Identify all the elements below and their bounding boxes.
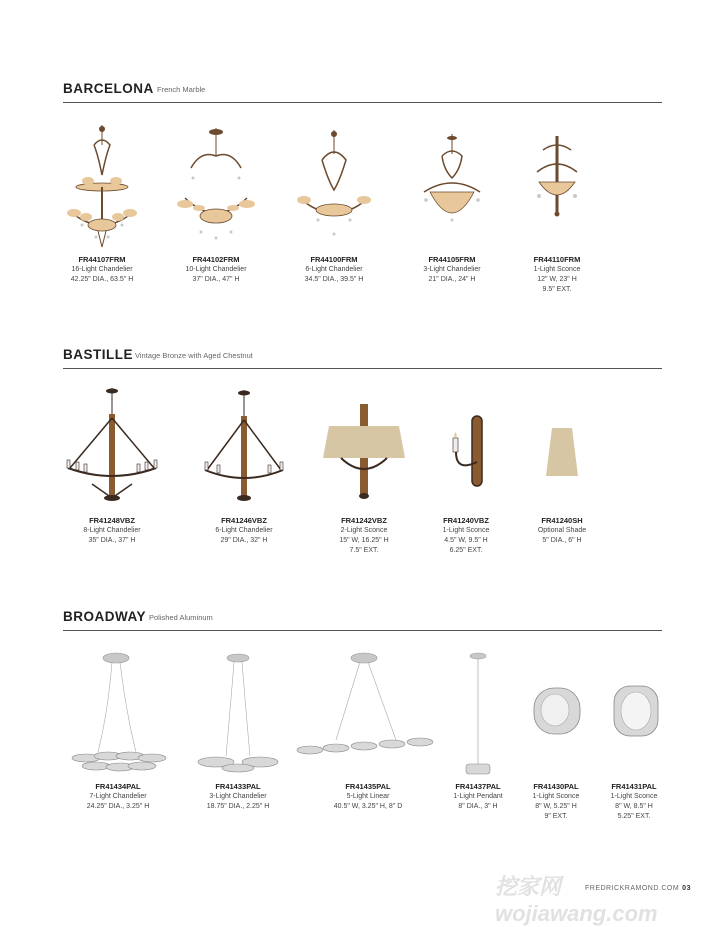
product-extension: 7.5" EXT. xyxy=(349,547,379,554)
chandelier-3-light-icon xyxy=(188,652,288,782)
product-dims: 5" DIA., 6" H xyxy=(542,537,582,544)
sconce-1-light-icon xyxy=(436,412,496,516)
product-code: FR41434PAL xyxy=(95,782,141,791)
chandelier-6-light-icon xyxy=(294,130,374,255)
section-header xyxy=(63,610,662,631)
product-code: FR41431PAL xyxy=(611,782,657,791)
product-type: 2-Light Sconce xyxy=(340,527,388,534)
product-dims: 24.25" DIA., 3.25" H xyxy=(86,803,150,810)
product-dims: 8" W, 8.5" H xyxy=(615,803,653,810)
product-code: FR44110FRM xyxy=(533,255,581,264)
product-fr41240vbz[interactable] xyxy=(416,412,516,556)
collection-name: BARCELONA xyxy=(63,81,154,96)
product-dims: 37" DIA., 47" H xyxy=(192,276,240,283)
product-type: 6-Light Chandelier xyxy=(305,266,363,273)
product-type: 1-Light Pendant xyxy=(453,793,503,800)
product-type: 1-Light Sconce xyxy=(532,793,580,800)
product-fr44107frm[interactable] xyxy=(52,125,152,285)
chandelier-7-light-icon xyxy=(68,652,168,782)
product-extension: 9.5" EXT. xyxy=(542,286,572,293)
product-code: FR41430PAL xyxy=(533,782,579,791)
product-dims: 42.25" DIA., 63.5" H xyxy=(70,276,134,283)
product-code: FR44102FRM xyxy=(192,255,240,264)
product-fr41434pal[interactable] xyxy=(68,652,168,812)
watermark: 挖家网 wojiawang.com xyxy=(495,874,658,926)
product-type: 3-Light Chandelier xyxy=(209,793,267,800)
collection-name: BROADWAY xyxy=(63,609,147,624)
collection-finish: French Marble xyxy=(157,85,206,94)
chandelier-6-light-icon xyxy=(199,390,289,516)
product-type: 16-Light Chandelier xyxy=(71,266,133,273)
lamp-shade-icon xyxy=(532,424,592,516)
product-dims: 18.75" DIA., 2.25" H xyxy=(206,803,270,810)
collection-name: BASTILLE xyxy=(63,347,133,362)
product-type: 1-Light Sconce xyxy=(442,527,490,534)
product-type: 1-Light Sconce xyxy=(533,266,581,273)
product-type: 8-Light Chandelier xyxy=(83,527,141,534)
product-dims: 15" W, 16.25" H xyxy=(339,537,389,544)
sconce-2-light-icon xyxy=(319,404,409,516)
product-extension: 5.25" EXT. xyxy=(617,813,651,820)
product-type: 3-Light Chandelier xyxy=(423,266,481,273)
product-extension: 6.25" EXT. xyxy=(449,547,483,554)
product-dims: 34.5" DIA., 39.5" H xyxy=(304,276,364,283)
chandelier-16-light-icon xyxy=(62,125,142,255)
product-fr44102frm[interactable] xyxy=(166,128,266,285)
product-dims: 12" W, 23" H xyxy=(537,276,577,283)
collection-finish: Polished Aluminum xyxy=(149,613,213,622)
product-fr44105frm[interactable] xyxy=(402,134,502,285)
product-dims: 35" DIA., 37" H xyxy=(88,537,136,544)
product-code: FR41242VBZ xyxy=(341,516,387,525)
product-code: FR41240VBZ xyxy=(443,516,489,525)
page-footer xyxy=(585,885,691,892)
product-fr41248vbz[interactable] xyxy=(62,388,162,546)
product-type: 7-Light Chandelier xyxy=(89,793,147,800)
product-fr41433pal[interactable] xyxy=(188,652,288,812)
chandelier-10-light-icon xyxy=(171,128,261,255)
product-extension: 9" EXT. xyxy=(544,813,568,820)
product-dims: 4.5" W, 9.5" H xyxy=(444,537,488,544)
product-dims: 8" W, 5.25" H xyxy=(535,803,577,810)
pendant-1-light-icon xyxy=(448,652,508,782)
product-type: Optional Shade xyxy=(537,527,587,534)
page-number: 03 xyxy=(682,885,691,892)
sconce-1-light-icon xyxy=(604,680,664,782)
product-fr41246vbz[interactable] xyxy=(194,390,294,546)
section-header xyxy=(63,82,662,103)
linear-5-light-icon xyxy=(296,652,440,782)
product-dims: 40.5" W, 3.25" H, 8" D xyxy=(333,803,403,810)
footer-website-link[interactable]: FREDRICKRAMOND.COM xyxy=(585,885,680,892)
product-dims: 21" DIA., 24" H xyxy=(428,276,476,283)
product-fr44110frm[interactable] xyxy=(507,136,607,295)
product-type: 6-Light Chandelier xyxy=(215,527,273,534)
product-fr41240sh[interactable] xyxy=(512,424,612,546)
product-code: FR41435PAL xyxy=(345,782,391,791)
product-type: 1-Light Sconce xyxy=(610,793,658,800)
product-code: FR41248VBZ xyxy=(89,516,135,525)
product-code: FR41437PAL xyxy=(455,782,501,791)
chandelier-8-light-icon xyxy=(62,388,162,516)
sconce-1-light-icon xyxy=(527,136,587,255)
product-fr41242vbz[interactable] xyxy=(314,404,414,556)
product-code: FR41240SH xyxy=(541,516,583,525)
product-fr41431pal[interactable] xyxy=(584,680,684,822)
collection-finish: Vintage Bronze with Aged Chestnut xyxy=(135,351,253,360)
product-code: FR44100FRM xyxy=(310,255,358,264)
product-fr44100frm[interactable] xyxy=(284,130,384,285)
section-header xyxy=(63,348,662,369)
product-code: FR44107FRM xyxy=(78,255,126,264)
product-dims: 29" DIA., 32" H xyxy=(220,537,268,544)
chandelier-3-light-icon xyxy=(412,134,492,255)
product-type: 5-Light Linear xyxy=(346,793,390,800)
product-dims: 8" DIA., 3" H xyxy=(458,803,498,810)
product-code: FR44105FRM xyxy=(428,255,476,264)
product-type: 10-Light Chandelier xyxy=(185,266,247,273)
product-fr41435pal[interactable] xyxy=(296,652,440,812)
product-code: FR41246VBZ xyxy=(221,516,267,525)
sconce-1-light-icon xyxy=(526,680,586,782)
product-code: FR41433PAL xyxy=(215,782,261,791)
